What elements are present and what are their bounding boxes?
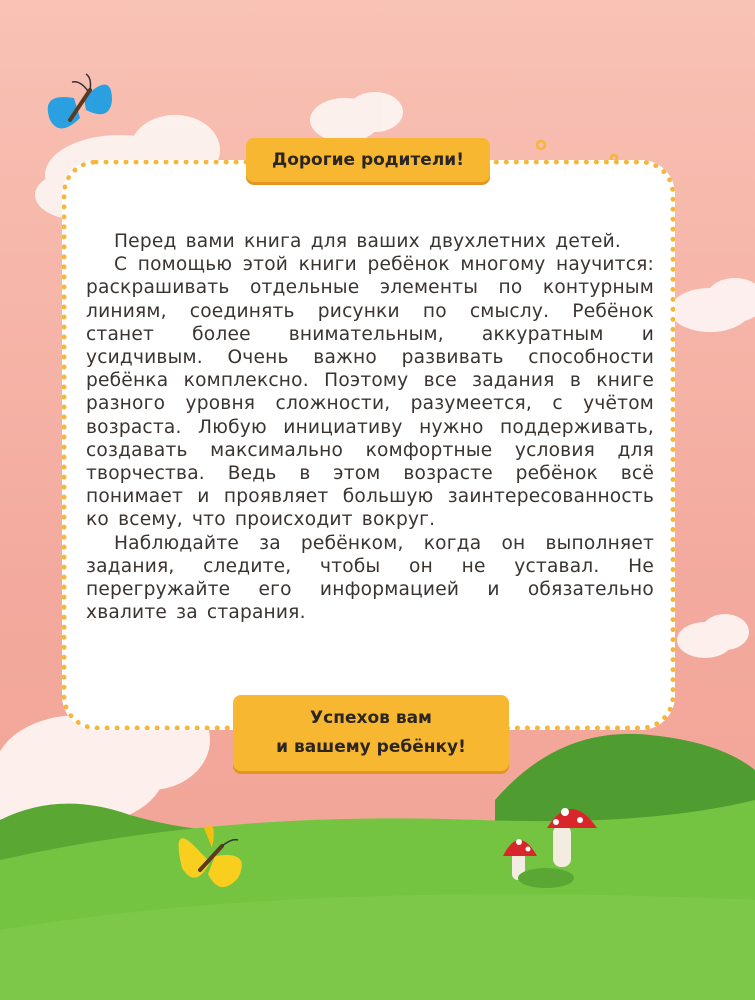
page-title: Дорогие родители! (272, 150, 464, 170)
paragraph-1: Перед вами книга для ваших двухлетних детей. (114, 231, 622, 252)
blue-butterfly (48, 74, 112, 129)
paragraph-3: Наблюдайте за ребёнком, когда он выполняет задания, следите, чтобы он не уставал. Не перегружайте его информацией и обязательно хвалите за старания. (86, 532, 654, 624)
body-text (86, 230, 654, 624)
wish-line-2: и вашему ребёнку! (276, 737, 466, 757)
wish-line-1: Успехов вам (310, 708, 432, 728)
paragraph-2: С помощью этой книги ребёнок многому научится: раскрашивать отдельные элементы по контурным линиям, соединять рисунки по смыслу. Ребёнок станет более внимательным, аккуратным и усидчивым. Очень важно развивать способности ребёнка комплексно. Поэтому все задания в книге разного уровня сложности, разумеется, с учётом возраста. Любую инициативу нужно поддерживать, создавать максимально комфортные условия для творчества. Ведь в этом возрасте ребёнок всё понимает и проявляет большую заинтересованность ко всему, что происходит вокруг. (86, 254, 654, 531)
title-badge (246, 138, 490, 182)
wish-badge (233, 695, 509, 771)
